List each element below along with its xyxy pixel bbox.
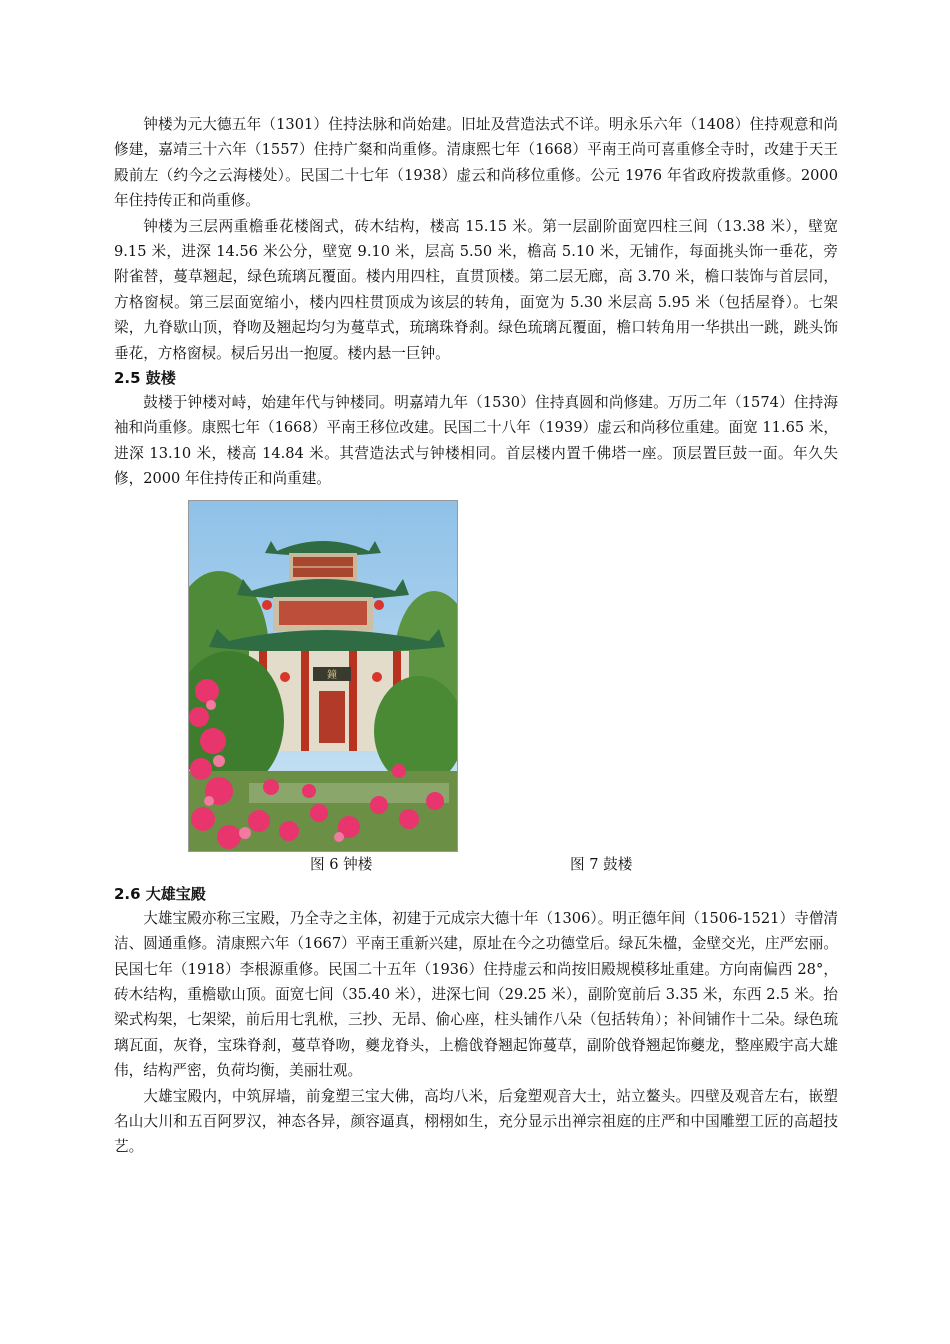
bell-tower-photo (188, 500, 458, 852)
plaque-text: 鐘 (327, 669, 337, 681)
paragraph: 大雄宝殿内，中筑屏墙，前龛塑三宝大佛，高均八米，后龛塑观音大士，站立鳌头。四壁及观音左右，嵌塑名山大川和五百阿罗汉，神态各异，颜容逼真，栩栩如生，充分显示出禅宗祖庭的庄严和中国雕塑工匠的高超技艺。 (114, 1087, 838, 1156)
figure-caption-7: 图 7 鼓楼 (570, 855, 633, 873)
paragraph: 钟楼为元大德五年（1301）住持法脉和尚始建。旧址及营造法式不详。明永乐六年（1408）住持观意和尚修建，嘉靖三十六年（1557）住持广粲和尚重修。清康熙七年（1668）平南王尚可喜重修全寺时，改建于天王殿前左（约今之云海楼处）。民国二十七年（1938）虚云和尚移位重修。公元 1976 年省政府拨款重修。2000 年住持传正和尚重修。 (114, 116, 838, 210)
section-heading-main-hall: 2.6 大雄宝殿 (114, 884, 206, 903)
figure-caption-6: 图 6 钟楼 (310, 855, 373, 873)
bell-tower-illustration (189, 501, 457, 851)
section-heading-drum-tower: 2.5 鼓楼 (114, 369, 176, 388)
paragraph: 大雄宝殿亦称三宝殿，乃全寺之主体，初建于元成宗大德十年（1306）。明正德年间（1506-1521）寺僧清洁、圆通重修。清康熙六年（1667）平南王重新兴建，原址在今之功德堂后。绿瓦朱楹，金壁交光，庄严宏丽。民国七年（1918）李根源重修。民国二十五年（1936）住持虚云和尚按旧殿规模移址重建。方向南偏西 28°，砖木结构，重檐歇山顶。面宽七间（35.40 米），进深七间（29.25 米），副阶宽前后 3.35 米，东西 2.5 米。抬梁式构架，七架梁，前后用七乳栿，三抄、无昂、偷心座，柱头铺作八朵（包括转角）；补间铺作十二朵。绿色琉璃瓦面，灰脊，宝珠脊刹，蔓草脊吻，夔龙脊头，上檐戗脊翘起饰蔓草，副阶戗脊翘起饰夔龙，整座殿宇高大雄伟，结构严密，负荷均衡，美丽壮观。 (114, 909, 838, 1080)
figure-row (114, 492, 838, 882)
paragraph: 鼓楼于钟楼对峙，始建年代与钟楼同。明嘉靖九年（1530）住持真圆和尚修建。万历二年（1574）住持海袖和尚重修。康熙七年（1668）平南王移位改建。民国二十八年（1939）虚云和尚移位重建。面宽 11.65 米，进深 13.10 米，楼高 14.84 米。其营造法式与钟楼相同。首层楼内置千佛塔一座。顶层置巨鼓一面。年久失修，2000 年住持传正和尚重建。 (114, 394, 838, 488)
paragraph: 钟楼为三层两重檐垂花楼阁式，砖木结构，楼高 15.15 米。第一层副阶面宽四柱三间（13.38 米），壁宽 9.15 米，进深 14.56 米公分，壁宽 9.10 米，层高 5.50 米，檐高 5.10 米，无铺作，每面挑头饰一垂花，旁附雀替，蔓草翘起，绿色琉璃瓦覆面。楼内用四柱，直贯顶楼。第二层无廊，高 3.70 米，檐口装饰与首层同，方格窗棂。第三层面宽缩小，楼内四柱贯顶成为该层的转角，面宽为 5.30 米层高 5.95 米（包括屋脊）。七架梁，九脊歇山顶，脊吻及翘起均匀为蔓草式，琉璃珠脊刹。绿色琉璃瓦覆面，檐口转角用一华拱出一跳，跳头饰垂花，方格窗棂。棂后另出一抱厦。楼内悬一巨钟。 (114, 217, 838, 362)
document-page (114, 112, 838, 1160)
